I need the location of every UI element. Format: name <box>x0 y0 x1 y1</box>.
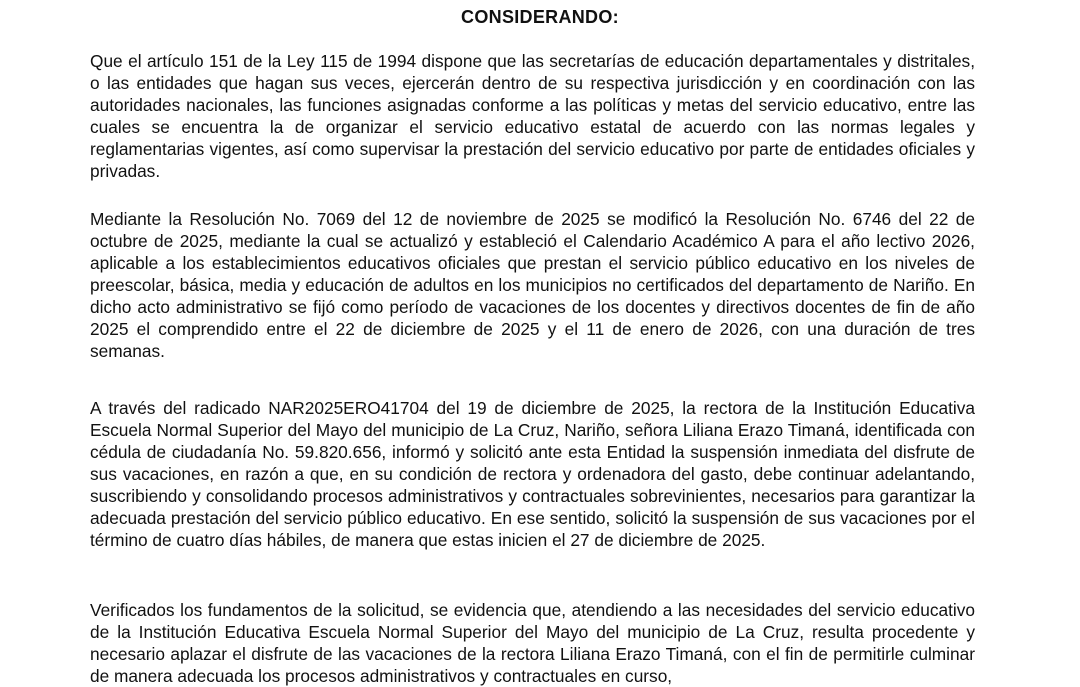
paragraph-verificacion: Verificados los fundamentos de la solicitud, se evidencia que, atendiendo a las necesidades del servicio educativo de la Institución Educativa Escuela Normal Superior del Mayo del municipio de La Cruz, resulta procedente y necesario aplazar el disfrute de las vacaciones de la rectora Liliana Erazo Timaná, con el fin de permitirle culminar de manera adecuada los procesos administrativos y contractuales en curso, <box>90 600 975 686</box>
section-heading: CONSIDERANDO: <box>461 7 619 27</box>
paragraph-resolucion-7069: Mediante la Resolución No. 7069 del 12 de noviembre de 2025 se modificó la Resolución No. 6746 del 22 de octubre de 2025, mediante la cual se actualizó y estableció el Calendario Académico A para el año lectivo 2026, aplicable a los establecimientos educativos oficiales que prestan el servicio público educativo en los niveles de preescolar, básica, media y educación de adultos en los municipios no certificados del departamento de Nariño. En dicho acto administrativo se fijó como período de vacaciones de los docentes y directivos docentes de fin de año 2025 el comprendido entre el 22 de diciembre de 2025 y el 11 de enero de 2026, con una duración de tres semanas. <box>90 209 975 361</box>
paragraph-radicado: A través del radicado NAR2025ERO41704 del 19 de diciembre de 2025, la rectora de la Institución Educativa Escuela Normal Superior del Mayo del municipio de La Cruz, Nariño, señora Liliana Erazo Timaná, identificada con cédula de ciudadanía No. 59.820.656, informó y solicitó ante esta Entidad la suspensión inmediata del disfrute de sus vacaciones, en razón a que, en su condición de rectora y ordenadora del gasto, debe continuar adelantando, suscribiendo y consolidando procesos administrativos y contractuales sobrevinientes, necesarios para garantizar la adecuada prestación del servicio público educativo. En ese sentido, solicitó la suspensión de sus vacaciones por el término de cuatro días hábiles, de manera que estas inicien el 27 de diciembre de 2025. <box>90 398 975 550</box>
paragraph-article-151: Que el artículo 151 de la Ley 115 de 1994 dispone que las secretarías de educación departamentales y distritales, o las entidades que hagan sus veces, ejercerán dentro de su respectiva jurisdicción y en coordinación con las autoridades nacionales, las funciones asignadas conforme a las políticas y metas del servicio educativo, entre las cuales se encuentra la de organizar el servicio educativo estatal de acuerdo con las normas legales y reglamentarias vigentes, así como supervisar la prestación del servicio educativo por parte de entidades oficiales y privadas. <box>90 51 975 181</box>
